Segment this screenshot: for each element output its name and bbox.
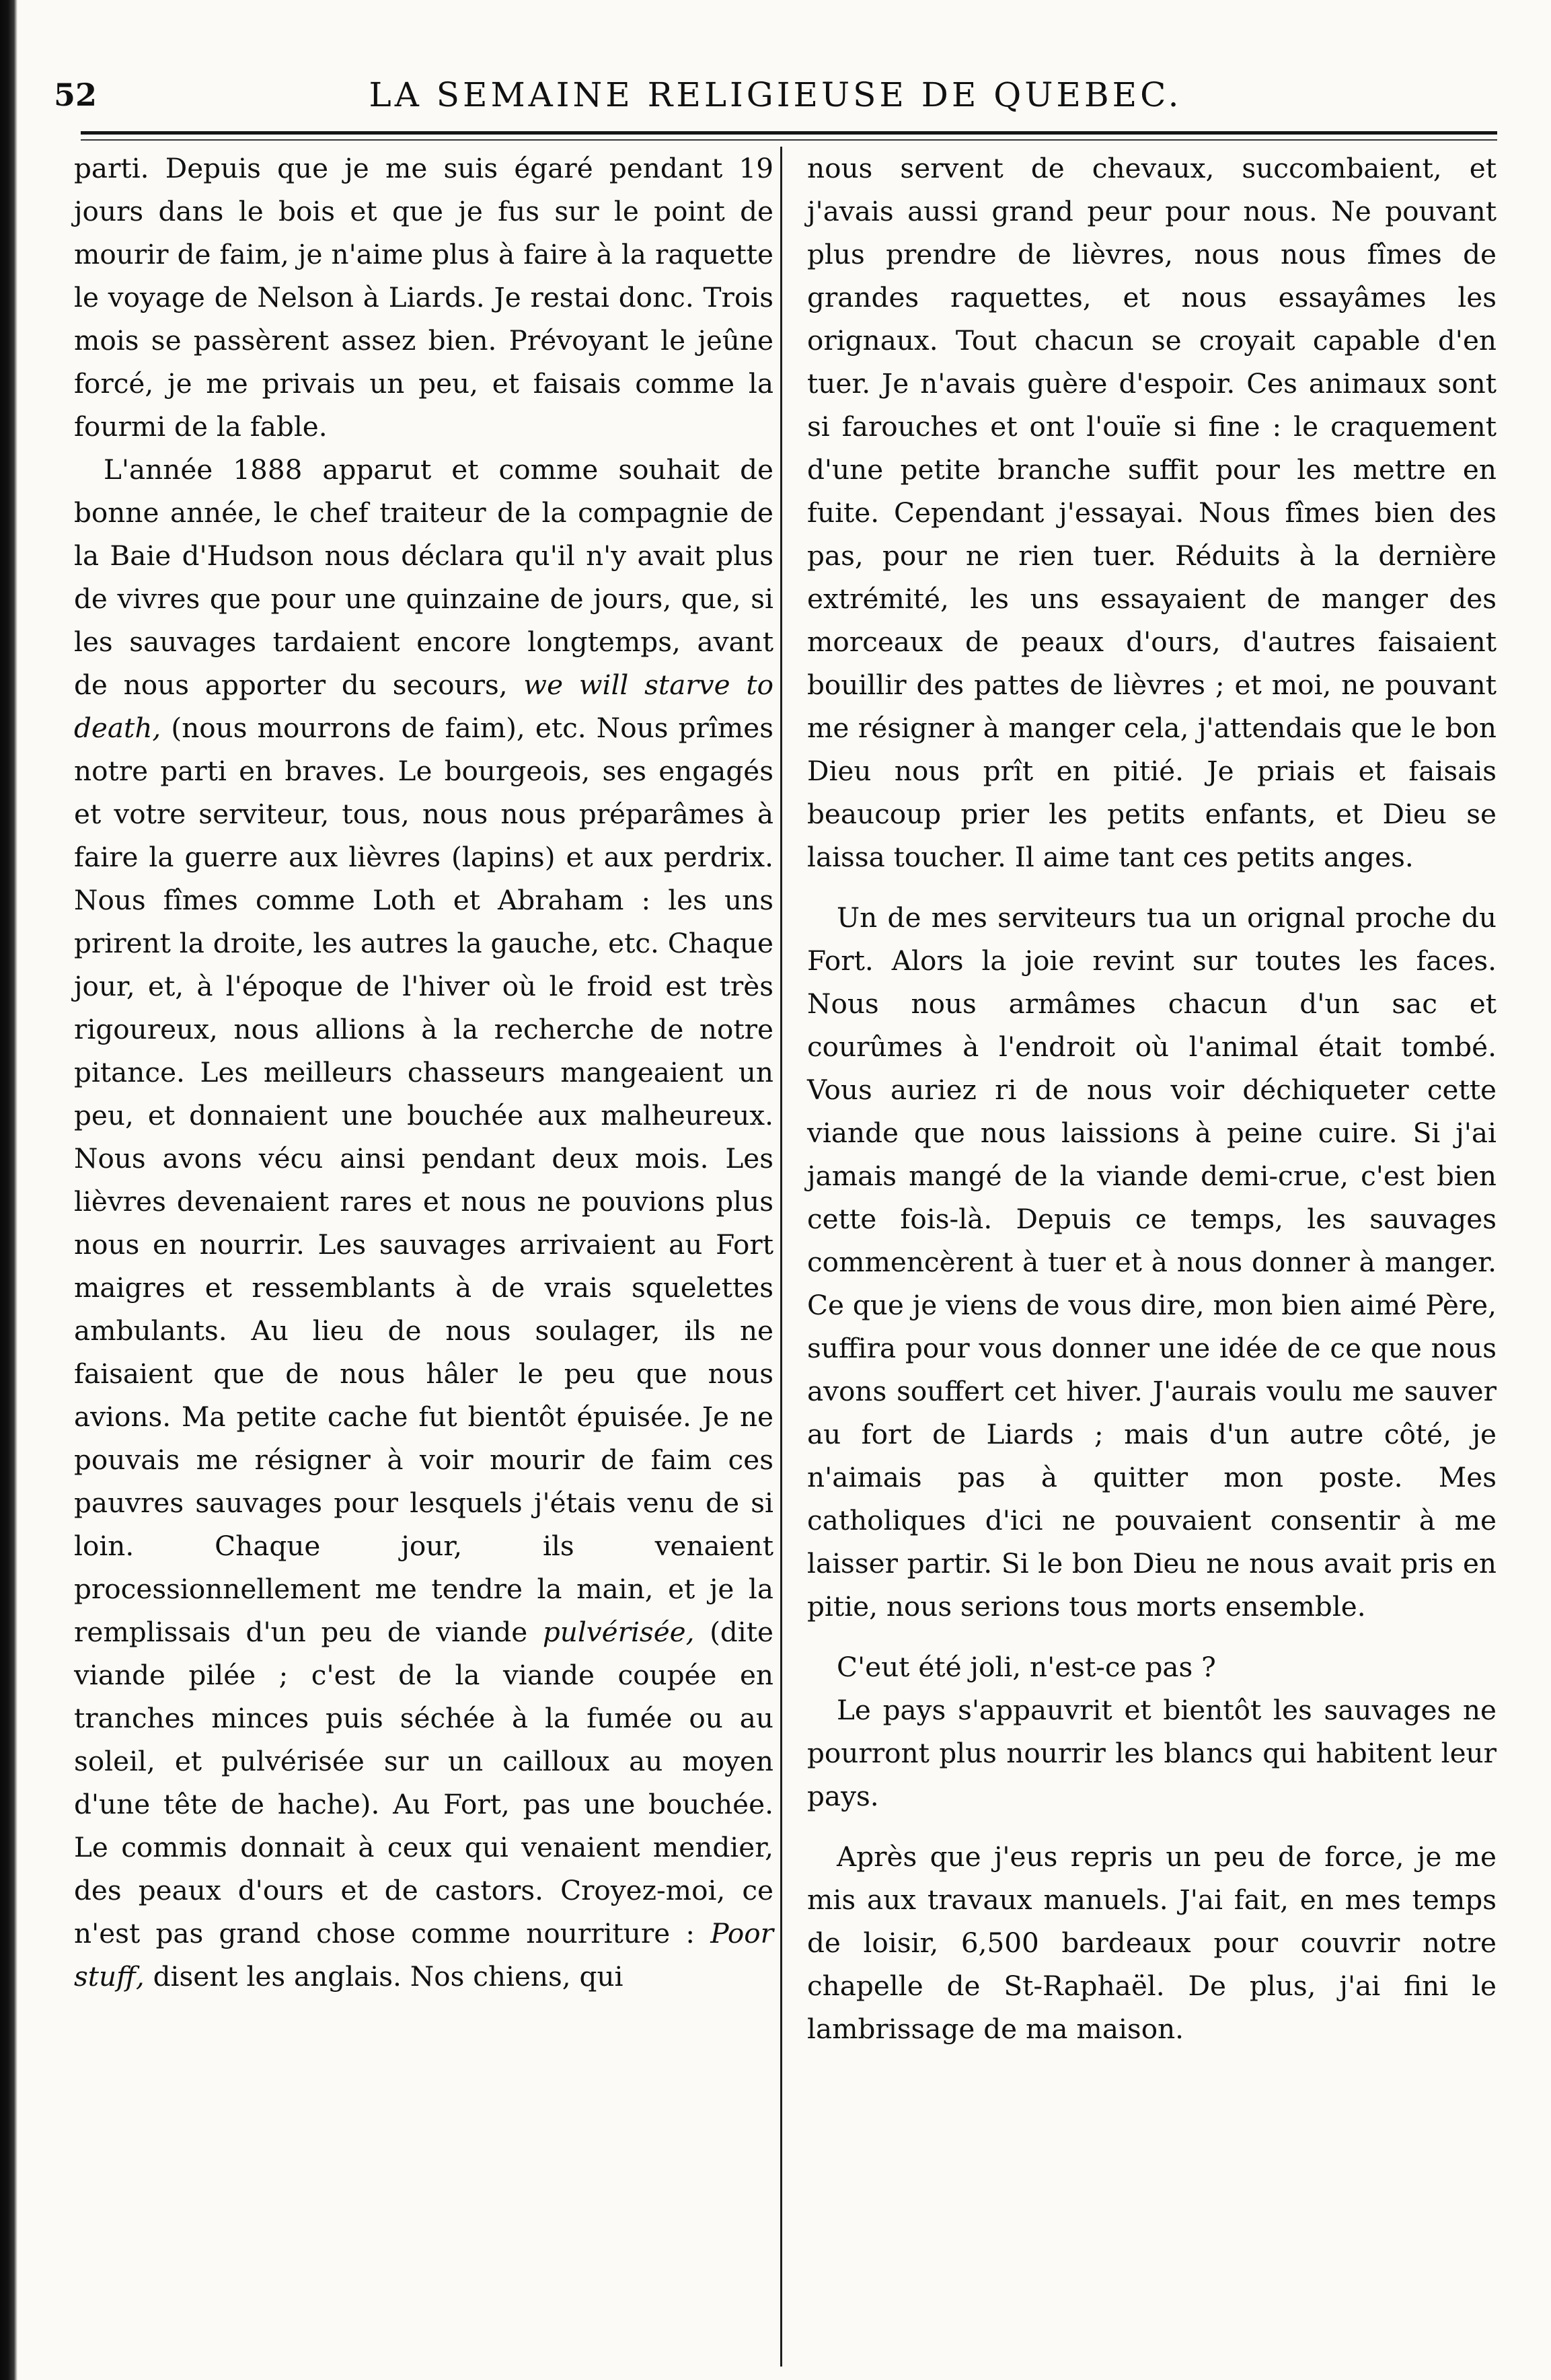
- right-paragraph-3: C'eut été joli, n'est-ce pas ?: [837, 1651, 1216, 1683]
- left-paragraph-2-italic-pulverisee: pulvérisée,: [542, 1616, 695, 1648]
- left-paragraph-2-italic-english: we will starve to death,: [74, 669, 773, 744]
- left-paragraph-2-part-b: (nous mourrons de faim), etc. Nous prîmes notre parti en braves. Le bourgeois, ses engagés et votre serviteur, tous, nous nous préparâmes à faire la guerre aux lièvres (lapins) et aux perdrix. Nous fîmes comme Loth et Abraham : les uns prirent la droite, les autres la gauche, etc. Chaque jour, et, à l'époque de l'hiver où le froid est très rigoureux, nous allions à la recherche de notre pitance. Les meilleurs chasseurs mangeaient un peu, et donnaient une bouchée aux malheureux. Nous avons vécu ainsi pendant deux mois. Les lièvres devenaient rares et nous ne pouvions plus nous en nourrir. Les sauvages arrivaient au Fort maigres et ressemblants à de vrais squelettes ambulants. Au lieu de nous soulager, ils ne faisaient que de nous hâler le peu que nous avions. Ma petite cache fut bientôt épuisée. Je ne pouvais me résigner à voir mourir de faim ces pauvres sauvages pour lesquels j'étais venu de si loin. Chaque jour, ils venaient processionnellement me tendre la main, et je la remplissais d'un peu de viande: [74, 712, 773, 1648]
- right-paragraph-5: Après que j'eus repris un peu de force, je me mis aux travaux manuels. J'ai fait, en mes temps de loisir, 6,500 bardeaux pour couvrir notre chapelle de St-Raphaël. De plus, j'ai fini le lambrissage de ma maison.: [807, 1840, 1497, 2045]
- header-rule-thick: [81, 131, 1497, 135]
- left-paragraph-2-part-c: (dite viande pilée ; c'est de la viande coupée en tranches minces puis séchée à la fumée ou au soleil, et pulvérisée sur un cailloux au moyen d'une tête de hache). Au Fort, pas une bouchée. Le commis donnait à ceux qui venaient mendier, des peaux d'ours et de castors. Croyez-moi, ce n'est pas grand chose comme nourriture :: [74, 1616, 774, 1949]
- left-paragraph-2-part-a: L'année 1888 apparut et comme souhait de bonne année, le chef traiteur de la compagnie de la Baie d'Hudson nous déclara qu'il n'y avait plus de vivres que pour une quinzaine de jours, que, si les sauvages tardaient encore longtemps, avant de nous apporter du secours,: [74, 453, 773, 701]
- left-column: [74, 147, 773, 1998]
- left-paragraph-2: [74, 448, 773, 1998]
- page-binding-edge: [0, 0, 17, 2380]
- right-paragraph-2: Un de mes serviteurs tua un orignal proche du Fort. Alors la joie revint sur toutes les faces. Nous nous armâmes chacun d'un sac et courûmes à l'endroit où l'animal était tombé. Vous auriez ri de nous voir déchiqueter cette viande que nous laissions à peine cuire. Si j'ai jamais mangé de la viande demi-crue, c'est bien cette fois-là. Depuis ce temps, les sauvages commencèrent à tuer et à nous donner à manger. Ce que je viens de vous dire, mon bien aimé Père, suffira pour vous donner une idée de ce que nous avons souffert cet hiver. J'aurais voulu me sauver au fort de Liards ; mais d'un autre côté, je n'aimais pas à quitter mon poste. Mes catholiques d'ici ne pouvaient consentir à me laisser partir. Si le bon Dieu ne nous avait pris en pitie, nous serions tous morts ensemble.: [807, 901, 1497, 1623]
- column-divider: [780, 147, 782, 2367]
- left-paragraph-1: parti. Depuis que je me suis égaré pendant 19 jours dans le bois et que je fus sur le point de mourir de faim, je n'aime plus à faire à la raquette le voyage de Nelson à Liards. Je restai donc. Trois mois se passèrent assez bien. Prévoyant le jeûne forcé, je me privais un peu, et faisais comme la fourmi de la fable.: [74, 152, 773, 443]
- page-number: 52: [54, 77, 98, 113]
- left-paragraph-2-italic-poor-stuff: Poor stuff,: [74, 1917, 773, 1993]
- page-header: [54, 65, 1497, 125]
- right-paragraph-4: Le pays s'appauvrit et bientôt les sauvages ne pourront plus nourrir les blancs qui habitent leur pays.: [807, 1694, 1497, 1812]
- running-title: LA SEMAINE RELIGIEUSE DE QUEBEC.: [369, 75, 1182, 114]
- left-paragraph-2-part-d: disent les anglais. Nos chiens, qui: [144, 1960, 623, 1993]
- right-column: [807, 147, 1497, 2050]
- right-paragraph-1: nous servent de chevaux, succombaient, et j'avais aussi grand peur pour nous. Ne pouvant plus prendre de lièvres, nous nous fîmes de grandes raquettes, et nous essayâmes les orignaux. Tout chacun se croyait capable d'en tuer. Je n'avais guère d'espoir. Ces animaux sont si farouches et ont l'ouïe si fine : le craquement d'une petite branche suffit pour les mettre en fuite. Cependant j'essayai. Nous fîmes bien des pas, pour ne rien tuer. Réduits à la dernière extrémité, les uns essayaient de manger des morceaux de peaux d'ours, d'autres faisaient bouillir des pattes de lièvres ; et moi, ne pouvant me résigner à manger cela, j'attendais que le bon Dieu nous prît en pitié. Je priais et faisais beaucoup prier les petits enfants, et Dieu se laissa toucher. Il aime tant ces petits anges.: [807, 152, 1497, 873]
- header-rule-thin: [81, 139, 1497, 141]
